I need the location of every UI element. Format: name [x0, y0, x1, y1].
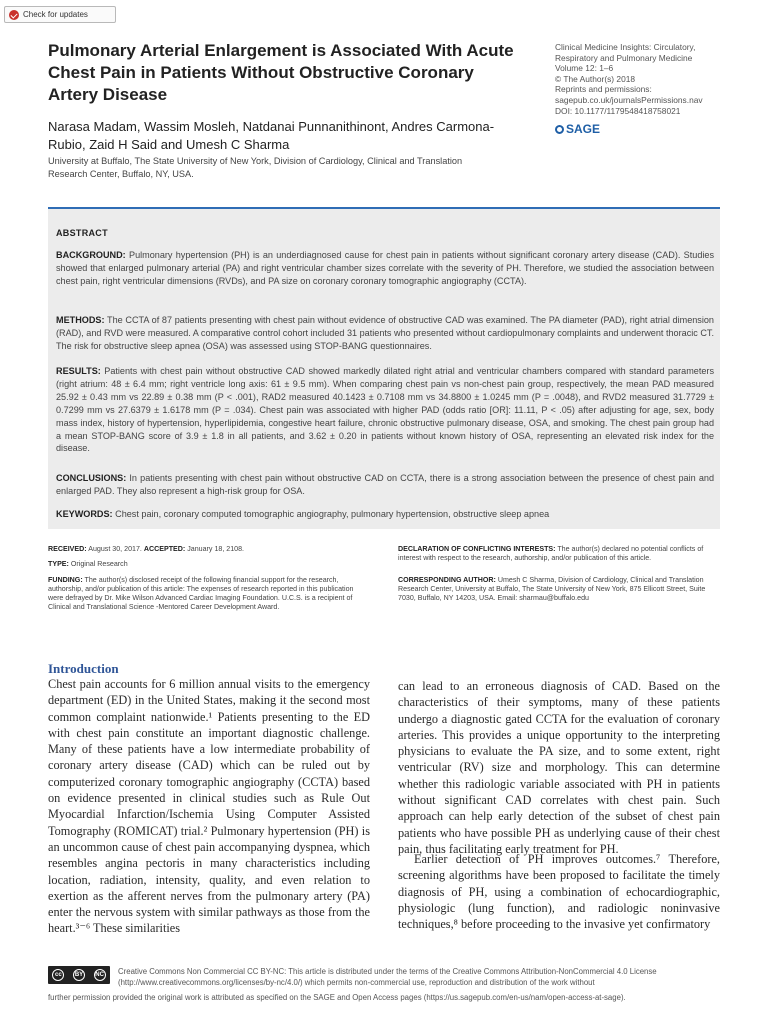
section-heading-introduction: Introduction: [48, 661, 119, 676]
check-for-updates-button[interactable]: [4, 6, 116, 23]
section-text: Chest pain, coronary computed tomographic angiography, pulmonary hypertension, obstructive sleep apnea: [115, 509, 550, 519]
journal-line: © The Author(s) 2018: [555, 73, 636, 84]
funding-text: The author(s) disclosed receipt of the following financial support for the research, authorship, and/or publication of this article: The expenses of research reported in this publication were defrayed by Dr. Mike Wilson Advanced Cardiac Imaging Foundation. U.C.S. is a recipient of Clinical and Translational Science -Mentored Career Development Award.: [48, 576, 354, 611]
by-icon: BY: [73, 969, 85, 981]
conflict-of-interest: [398, 545, 718, 563]
cc-license-badge[interactable]: [48, 966, 110, 984]
nc-icon: NC: [94, 969, 106, 981]
check-updates-icon: [9, 10, 19, 20]
conflict-text: The author(s) declared no potential conflicts of interest with respect to the research, authorship, and/or publication of this article.: [398, 545, 704, 562]
corresponding-text: Umesh C Sharma, Division of Cardiology, Clinical and Translation Research Center, University at Buffalo, The State University of New York, 875 Ellicott Street, Suite 7030, Buffalo, NY 14203, USA. Email: sharmau@buffalo.edu: [398, 576, 706, 602]
received-date: August 30, 2017.: [88, 545, 142, 553]
journal-line: Reprints and permissions:: [555, 84, 652, 95]
cc-icon: cc: [52, 969, 64, 981]
license-text: Creative Commons Non Commercial CC BY-NC: This article is distributed under the terms of the Creative Commons Attribution-NonCommercial 4.0 License (http://www.creativecommons.org/licenses/by-nc/4.0/) which permits non-commercial use, reproduction and distribution of the work without: [118, 967, 657, 987]
abstract-methods: [56, 314, 714, 353]
intro-column-2-para-1: can lead to an erroneous diagnosis of CAD. Based on the characteristics of their symptoms, many of these patients undergo a diagnostic gated CCTA for the evaluation of coronary arteries. This provides a unique opportunity to the interpreting physicians to evaluate the PA size, and to some extent, right ventricular (RV) size and morphology. This can determine whether this radiologic variable associated with PH in patients without significant CAD correlates with chest pain. Such approach can help early detection of the subset of chest pain patients who have possible PH as underlying cause of their chest pain, thus facilitating early treatment for PH.: [398, 679, 720, 856]
journal-line: Volume 12: 1–6: [555, 63, 614, 74]
abstract-heading: ABSTRACT: [56, 228, 108, 238]
accepted-date: January 18, 2108.: [187, 545, 245, 553]
section-label: KEYWORDS:: [56, 509, 113, 519]
sage-logo-icon: [555, 125, 564, 134]
section-label: RESULTS:: [56, 366, 101, 376]
article-type: [48, 560, 368, 569]
abstract-background: [56, 249, 714, 288]
received-label: RECEIVED:: [48, 545, 87, 553]
article-title: Pulmonary Arterial Enlargement is Associated With Acute Chest Pain in Patients Without Obstructive Coronary Artery Disease: [48, 41, 514, 104]
check-for-updates-label: Check for updates: [23, 10, 88, 19]
accepted-label: ACCEPTED:: [143, 545, 186, 553]
section-text: Pulmonary hypertension (PH) is an underdiagnosed cause for chest pain in patients without significant coronary artery disease (CAD). Studies showed that enlarged pulmonary arterial (PA) and right ventricular chamber sizes correlate with the severity of PH. Therefore, we studied the association between chest pain, right ventricular dimensions (RVDs), and PA size on coronary coronary tomographic angiography (CCTA).: [56, 250, 715, 286]
section-text: Patients with chest pain without obstructive CAD showed markedly dilated right atrial and ventricular chambers compared with standard parameters (right atrium: 48 ± 6.4 mm; right ventricle long axis: 61 ± 9.5 mm). When comparing chest pain vs non-chest pain group, respectively, the mean PAD measured 25.92 ± 0.43 mm vs 22.89 ± 0.38 mm (P < .001), RAD2 measured 40.1423 ± 0.7108 mm vs 34.8800 ± 1.0245 mm (P = .0048), and RVD2 measured 31.7729 ± 0.7299 mm vs 27.6379 ± 1.6178 mm (P = .034). Chest pain was associated with higher PAD (odds ratio [OR]: 11.11, P < .05) after adjusting for age, sex, body mass index, history of hypertension, hyperlipidemia, congestive heart failure, chronic obstructive pulmonary disease, OSA, and smoking. The chest pain group had a mean STOP-BANG score of 3.9 ± 1.8 in all patients, and 3.62 ± 0.20 in patients without known history of OSA, representing an elevated risk index for the disease.: [56, 366, 714, 454]
section-label: METHODS:: [56, 315, 105, 325]
corresponding-author: [398, 576, 718, 603]
permissions-link[interactable]: sagepub.co.uk/journalsPermissions.nav: [555, 94, 703, 105]
section-label: CONCLUSIONS:: [56, 473, 127, 483]
intro-column-2-para-2: Earlier detection of PH improves outcomes.⁷ Therefore, screening algorithms have been proposed to facilitate the timely diagnosis of PH, using a combination of echocardiographic, physiologic (lung function), and radiologic noninvasive techniques,⁸ before proceeding to the invasive yet confirmatory: [398, 852, 720, 932]
section-text: The CCTA of 87 patients presenting with chest pain without evidence of obstructive CAD was examined. The PA diameter (PAD), right atrial dimension (RAD), and RVD were measured. A comparative control cohort included 31 patients who presented without cardiopulmonary complaints and underwent thoracic CT. The risk for obstructive sleep apnea (OSA) was assessed using STOP-BANG questionnaires.: [56, 315, 714, 351]
journal-info: [555, 42, 755, 116]
license-text-continued: further permission provided the original work is attributed as specified on the SAGE and Open Access pages (https://us.sagepub.com/en-us/nam/open-access-at-sage).: [48, 993, 626, 1002]
section-text: In patients presenting with chest pain without obstructive CAD on CCTA, there is a strong association between the presence of chest pain and enlarged PAD. They also represent a high-risk group for OSA.: [56, 473, 715, 496]
type-value: Original Research: [70, 560, 128, 568]
abstract-results: [56, 365, 714, 455]
corresponding-label: CORRESPONDING AUTHOR:: [398, 576, 496, 584]
funding-label: FUNDING:: [48, 576, 83, 584]
publisher-logo: [555, 122, 600, 136]
journal-line: Respiratory and Pulmonary Medicine: [555, 52, 693, 63]
doi-link[interactable]: DOI: 10.1177/1179548418758021: [555, 105, 681, 116]
author-list: Narasa Madam, Wassim Mosleh, Natdanai Punnanithinont, Andres Carmona-Rubio, Zaid H Said and Umesh C Sharma: [48, 119, 495, 152]
intro-column-1: Chest pain accounts for 6 million annual visits to the emergency department (ED) in the United States, making it the second most common complaint nationwide.¹ Patients presenting to the ED with chest pain constitute an important diagnostic challenge. Many of these patients have a low intermediate probability of coronary artery disease (CAD) which can be ruled out by computerized coronary tomographic angiography (CCTA) based on evidence presented in clinical studies such as Rule Out Myocardial Infarction/Ischemia Using Computer Assisted Tomography (ROMICAT) trial.² Pulmonary hypertension (PH) is an uncommon cause of chest pain accompanying dyspnea, which resembles angina pectoris in many characteristics including location, radiation, intensity, quality, and even relation to exertion as the afferent nerves from the pulmonary artery (PA) enter the nervous system with similar pathways as those from the heart.³⁻⁶ These similarities: [48, 677, 370, 936]
affiliation: University at Buffalo, The State University of New York, Division of Cardiology, Clinical and Translation Research Center, Buffalo, NY, USA.: [48, 156, 463, 179]
conflict-label: DECLARATION OF CONFLICTING INTERESTS:: [398, 545, 556, 553]
dates: [48, 545, 368, 554]
funding: [48, 576, 368, 612]
abstract-conclusions: [56, 472, 714, 498]
abstract-keywords: [56, 508, 714, 521]
section-label: BACKGROUND:: [56, 250, 126, 260]
publisher-name: SAGE: [566, 122, 601, 136]
type-label: TYPE:: [48, 560, 69, 568]
journal-line: Clinical Medicine Insights: Circulatory,: [555, 42, 696, 52]
